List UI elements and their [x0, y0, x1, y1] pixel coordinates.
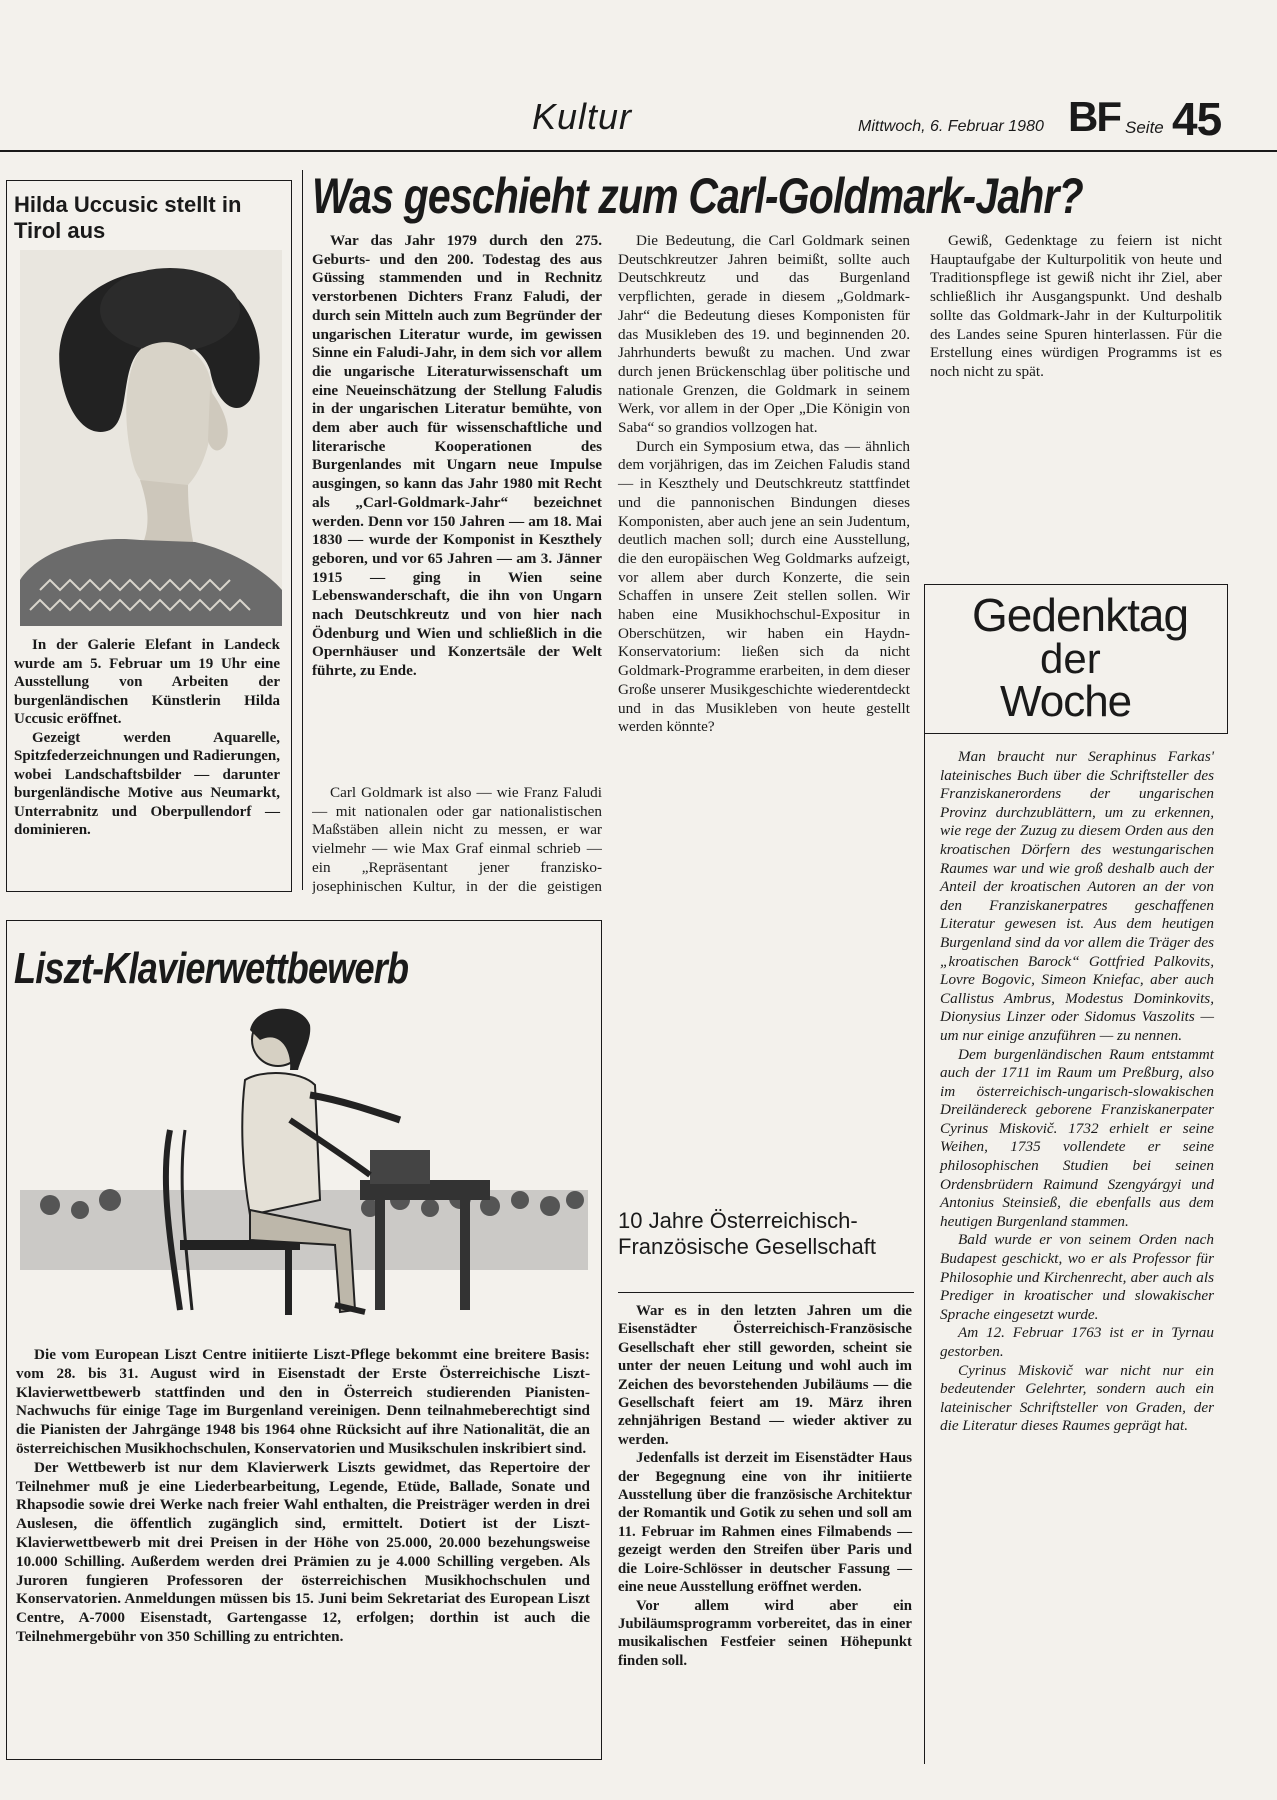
- issue-date: Mittwoch, 6. Februar 1980: [858, 118, 1044, 135]
- gedenktag-para: Am 12. Februar 1763 ist er in Tyrnau gestorben.: [940, 1324, 1214, 1360]
- gedenktag-divider: [924, 734, 925, 1764]
- gedenktag-para: Cyrinus Miskovič war nicht nur ein bedeutender Gelehrter, sondern auch ein lateinischer Schriftsteller von Graden, der die Literatur dieses Raumes geprägt hat.: [940, 1361, 1214, 1435]
- goldmark-para: Carl Goldmark ist also — wie Franz Faludi — mit nationalen oder gar nationalistischen Maßstäben allein nicht zu messen, er war vielmehr — wie Max Graf einmal schrieb — ein „Repräsentant jener franzisko-josephinischen Kultur, in der die geistigen: [312, 784, 602, 895]
- hilda-para: Gezeigt werden Aquarelle, Spitzfederzeichnungen und Radierungen, wobei Landschaftsbilder — darunter burgenländische Motive aus Neumarkt, Unterrabnitz und Oberpullendorf — dominieren.: [14, 729, 280, 838]
- section-title: Kultur: [532, 96, 633, 137]
- newspaper-logo: BF: [1068, 93, 1120, 140]
- gedenktag-title-line3: Woche: [1000, 677, 1132, 726]
- goldmark-para: Die Bedeutung, die Carl Goldmark seinen Deutschkreutzer Jahren beimißt, sollte auch Deutschkreutz und das Burgenland verpflichten, gerade in diesem „Goldmark-Jahr“ die Bedeutung dieses Komponisten für das Musikleben des 19. und beginnenden 20. Jahrhunderts bewußt zu machen. Und zwar durch jenen Brückenschlag über politische und nationale Grenzen, die Goldmark in seinem Werk, vor allem in der Oper „Die Königin von Saba“ so grandios vollzogen hat.: [618, 232, 910, 437]
- gesellschaft-rule: [618, 1292, 914, 1293]
- page-label: Seite: [1125, 118, 1164, 137]
- goldmark-para: War das Jahr 1979 durch den 275. Geburts- und den 200. Todestag des aus Güssing stammenden und in Rechnitz verstorbenen Dichters Franz Faludi, der durch sein Mitteln auch zum Begründer der ungarischen Literatur wurde, im gewissen Sinne ein Faludi-Jahr, in dem sich vor allem die ungarische Literaturwissenschaft um eine Neueinschätzung der Stellung Faludis in der ungarischen Literatur bemühte, von dem aber auch für wissenschaftliche und literarische Kooperationen des Burgenlandes mit Ungarn neue Impulse ausgingen, so kann das Jahr 1980 mit Recht als „Carl-Goldmark-Jahr“ bezeichnet werden. Denn vor 150 Jahren — am 18. Mai 1830 — wurde der Komponist in Keszthely geboren, und vor 65 Jahren — am 3. Jänner 1915 — ging in Wien seine Lebenswanderschaft, die ihn von Ungarn nach Deutschkreutz und von hier nach Ödenburg und Wien und schließlich in die Opernhäuser und Konzertsäle der Welt führte, zu Ende.: [312, 232, 602, 680]
- gedenktag-para: Man braucht nur Seraphinus Farkas' lateinisches Buch über die Schriftsteller des Franziskanerordens der ungarischen Provinz durchzublättern, um zu erkennen, wie rege der Zuzug zu diesem Orden aus den kroatischen Dörfern des westungarischen Raumes war und wie groß deshalb auch der Anteil der kroatischen Autoren an der von den Franziskanerpatres geschaffenen Literatur gewesen ist. Aus dem heutigen Burgenland sind da vor allem die Träger des „kroatischen Barock“ Gottfried Palkovits, Lovre Bogovic, Simeon Kniefac, aber auch Callistus Ambrus, Modestus Dominkovits, Dionysius Linzer oder Sidomus Vaszolits — um nur einige anzuführen — zu nennen.: [940, 748, 1214, 1044]
- portrait-image: [20, 250, 282, 626]
- gedenktag-title-line2: der: [1040, 635, 1101, 682]
- liszt-illustration: [20, 1000, 588, 1330]
- goldmark-para: Durch ein Symposium etwa, das — ähnlich dem vorjährigen, das im Zeichen Faludis stand — in Keszthely und Deutschkreutz stattfindet und die pannonischen Bindungen dieses Komponisten, aber auch jene an sein Judentum, deutlich machen soll; durch eine Ausstellung, die den europäischen Weg Goldmarks aufzeigt, vor allem aber durch Konzerte, die sein Schaffen in unsere Zeit stellen sollen. Wir haben eine Musikhochschul-Expositur in Oberschützen, wir haben ein Haydn-Konservatorium: ließen sich da nicht Goldmark-Programme erarbeiten, in dem dieser Große unserer Musikgeschichte wiederentdeckt und in das Musikleben von heute gestellt werden könnte?: [618, 437, 910, 736]
- liszt-headline: Liszt-Klavierwettbewerb: [14, 944, 409, 993]
- liszt-body: [16, 1346, 590, 1647]
- gedenktag-body: [940, 748, 1214, 1436]
- gedenktag-para: Dem burgenländischen Raum entstammt auch der 1711 im Raum um Preßburg, also im österreichisch-ungarisch-slowakischen Dreiländereck geborene Franziskanerpater Cyrinus Miskovič. 1732 erhielt er seine Weihen, 1735 vollendete er seine philosophischen Studien bei seinen Ordensbrüdern Raimund Szengyárgyi und Antonius Steinsieß, die ebenfalls aus dem heutigen Burgenland stammen.: [940, 1045, 1214, 1230]
- gesellschaft-para: Vor allem wird aber ein Jubiläumsprogramm vorbereitet, das in einer musikalischen Festfeier seinen Höhepunkt finden soll.: [618, 1597, 912, 1669]
- goldmark-col3: [930, 232, 1222, 382]
- gedenktag-title-line1: Gedenktag: [972, 589, 1189, 641]
- hilda-title: Hilda Uccusic stellt in Tirol aus: [14, 192, 242, 243]
- gedenktag-para: Bald wurde er von seinem Orden nach Budapest geschickt, wo er als Professor für Philosophie und Kirchenrecht, aber auch als Prediger in kroatischer und slowakischer Sprache eingesetzt wurde.: [940, 1231, 1214, 1323]
- gesellschaft-para: Jedenfalls ist derzeit im Eisenstädter Haus der Begegnung eine von ihr initiierte Ausstellung über die französische Architektur der Romantik und Gotik zu sehen und soll am 11. Februar im Rahmen eines Filmabends — gezeigt werden den Streifen über Paris und die Loire-Schlösser in deutscher Fassung — eine neue Ausstellung eröffnet werden.: [618, 1450, 912, 1596]
- header-rule: [0, 150, 1277, 152]
- gesellschaft-body: [618, 1302, 912, 1670]
- goldmark-para: Gewiß, Gedenktage zu feiern ist nicht Hauptaufgabe der Kulturpolitik von heute und Traditionspflege ist gewiß nicht ihr Ziel, aber schließlich ihr Ausgangspunkt. Und deshalb sollte das Goldmark-Jahr in der Kulturpolitik des Landes seine Spuren hinterlassen. Für die Erstellung eines würdigen Programms ist es noch nicht zu spät.: [930, 232, 1222, 380]
- goldmark-col2: [618, 232, 910, 737]
- goldmark-col1b: [312, 784, 602, 896]
- hilda-body: [14, 636, 280, 840]
- goldmark-headline: Was geschieht zum Carl-Goldmark-Jahr?: [312, 168, 1083, 224]
- gesellschaft-para: War es in den letzten Jahren um die Eisenstädter Österreichisch-Französische Gesellschaft eher still geworden, scheint sie unter der neuen Leitung und wohl auch im Zeichen des bevorstehenden Jubiläums — die Gesellschaft feiert am 19. März ihren zehnjährigen Bestand — wieder aktiver zu werden.: [618, 1303, 912, 1448]
- liszt-para: Der Wettbewerb ist nur dem Klavierwerk Liszts gewidmet, das Repertoire der Teilnehmer muß je eine Liederbearbeitung, Legende, Etüde, Ballade, Sonate und Rhapsodie sowie drei Werke nach freier Wahl enthalten, die Preisträger werden in drei Auslesen, die öffentlich zugänglich sind, ermittelt. Dotiert ist der Liszt-Klavierwettbewerb mit drei Preisen in der Höhe von 25.000, 20.000 bezehungsweise 10.000 Schilling. Außerdem werden drei Prämien zu je 4.000 Schilling vergeben. Als Juroren fungieren Professoren der österreichischen Musikhochschulen und Konservatorien. Anmeldungen müssen bis 15. Juni beim Sekretariat des European Liszt Centre, A-7000 Eisenstadt, Gartengasse 12, erfolgen; dorthin ist auch die Teilnehmergebühr von 350 Schilling zu entrichten.: [16, 1458, 590, 1645]
- goldmark-col1: [312, 232, 602, 681]
- page-number: 45: [1172, 93, 1222, 145]
- hilda-para: In der Galerie Elefant in Landeck wurde am 5. Februar um 19 Uhr eine Ausstellung von Arbeiten der burgenländischen Künstlerin Hilda Uccusic eröffnet.: [14, 637, 280, 727]
- column-divider: [302, 170, 303, 890]
- gesellschaft-headline: 10 Jahre Österreichisch-Französische Gesellschaft: [618, 1208, 876, 1259]
- liszt-para: Die vom European Liszt Centre initiierte Liszt-Pflege bekommt eine breitere Basis: vom 28. bis 31. August wird in Eisenstadt der Erste Österreichische Liszt-Klavierwettbewerb stattfinden und den in Österreich studierenden Pianisten-Nachwuchs für einige Tage im Burgenland vereinigen. Denn teilnahmeberechtigt sind die Pianisten der Jahrgänge 1948 bis 1964 ohne Rücksicht auf ihre Nationalität, die an österreichischen Musikhochschulen, Konservatorien und Musikschulen inskribiert sind.: [16, 1346, 590, 1457]
